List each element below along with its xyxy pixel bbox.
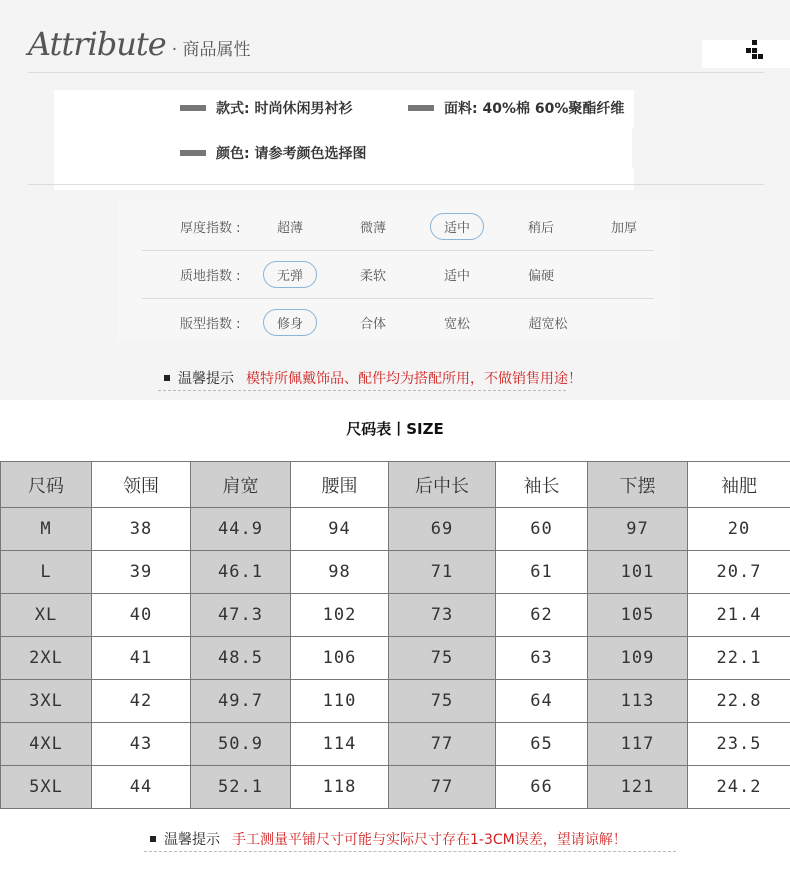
table-cell: 62 — [496, 594, 588, 637]
table-cell: 60 — [496, 508, 588, 551]
spec-color — [180, 143, 366, 163]
table-cell: 4XL — [1, 723, 92, 766]
rating-row-texture — [142, 250, 654, 298]
column-header: 后中长 — [389, 462, 496, 508]
table-cell: 48.5 — [191, 637, 291, 680]
table-cell: 44 — [92, 766, 191, 809]
divider — [28, 72, 764, 73]
table-cell: 113 — [588, 680, 688, 723]
table-cell: 114 — [291, 723, 389, 766]
table-cell: 117 — [588, 723, 688, 766]
table-cell: XL — [1, 594, 92, 637]
rating-option: 柔软 — [359, 268, 387, 284]
table-cell: 5XL — [1, 766, 92, 809]
table-cell: 21.4 — [688, 594, 790, 637]
bullet-square-icon — [164, 375, 170, 381]
table-cell: 75 — [389, 680, 496, 723]
rating-option: 超宽松 — [528, 316, 568, 332]
table-cell: 47.3 — [191, 594, 291, 637]
table-row — [1, 766, 790, 809]
table-row — [1, 723, 790, 766]
spec-style — [180, 98, 352, 118]
rating-option: 加厚 — [610, 220, 638, 236]
bullet-bar-icon — [180, 105, 206, 111]
size-table — [0, 461, 790, 809]
table-cell: 64 — [496, 680, 588, 723]
spec-fabric — [408, 98, 624, 118]
table-cell: 121 — [588, 766, 688, 809]
table-row — [1, 680, 790, 723]
table-cell: 69 — [389, 508, 496, 551]
panel-highlight — [632, 128, 790, 168]
table-cell: 22.1 — [688, 637, 790, 680]
bullet-bar-icon — [180, 150, 206, 156]
tip-model-accessories — [164, 368, 582, 388]
rating-label: 厚度指数 : — [180, 220, 241, 236]
attribute-panel — [0, 0, 790, 400]
column-header: 领围 — [92, 462, 191, 508]
rating-option: 宽松 — [443, 316, 471, 332]
table-cell: 41 — [92, 637, 191, 680]
rating-option: 偏硬 — [527, 268, 555, 284]
table-row — [1, 508, 790, 551]
table-cell: 2XL — [1, 637, 92, 680]
table-cell: 24.2 — [688, 766, 790, 809]
table-cell: 61 — [496, 551, 588, 594]
table-cell: 65 — [496, 723, 588, 766]
tip-underline — [158, 390, 566, 391]
table-cell: 66 — [496, 766, 588, 809]
table-cell: 110 — [291, 680, 389, 723]
table-cell: 22.8 — [688, 680, 790, 723]
table-cell: 77 — [389, 723, 496, 766]
rating-label: 质地指数 : — [180, 268, 241, 284]
attribute-subtitle: · 商品属性 — [171, 40, 251, 60]
table-cell: 77 — [389, 766, 496, 809]
table-cell: 97 — [588, 508, 688, 551]
spec-style-text: 款式: 时尚休闲男衬衫 — [216, 101, 353, 117]
table-cell: 118 — [291, 766, 389, 809]
rating-option-selected: 修身 — [263, 309, 317, 336]
rating-option: 稍后 — [527, 220, 555, 236]
table-cell: 50.9 — [191, 723, 291, 766]
table-row — [1, 637, 790, 680]
table-cell: 20.7 — [688, 551, 790, 594]
size-table-body — [1, 508, 790, 809]
tip-underline — [144, 851, 676, 852]
table-cell: 43 — [92, 723, 191, 766]
corner-decoration-icon — [746, 40, 764, 62]
table-cell: 20 — [688, 508, 790, 551]
table-cell: 44.9 — [191, 508, 291, 551]
table-cell: 63 — [496, 637, 588, 680]
rating-option: 适中 — [443, 268, 471, 284]
table-cell: 106 — [291, 637, 389, 680]
table-cell: 73 — [389, 594, 496, 637]
table-cell: 42 — [92, 680, 191, 723]
spec-fabric-text: 面料: 40%棉 60%聚酯纤维 — [444, 101, 625, 117]
rating-row-thickness — [142, 202, 654, 250]
table-cell: L — [1, 551, 92, 594]
divider — [28, 184, 764, 185]
rating-label: 版型指数 : — [180, 316, 241, 332]
rating-option-selected: 适中 — [430, 213, 484, 240]
rating-option: 微薄 — [359, 220, 387, 236]
table-cell: 39 — [92, 551, 191, 594]
bullet-bar-icon — [408, 105, 434, 111]
table-header-row — [1, 462, 790, 508]
table-cell: 52.1 — [191, 766, 291, 809]
tip-measurement — [150, 829, 627, 849]
column-header: 肩宽 — [191, 462, 291, 508]
tip-text: 模特所佩戴饰品、配件均为搭配所用，不做销售用途！ — [246, 371, 582, 387]
table-cell: 105 — [588, 594, 688, 637]
tip-label: 温馨提示 — [164, 832, 220, 848]
table-cell: 49.7 — [191, 680, 291, 723]
table-cell: 94 — [291, 508, 389, 551]
table-cell: M — [1, 508, 92, 551]
table-cell: 71 — [389, 551, 496, 594]
table-cell: 102 — [291, 594, 389, 637]
rating-row-fit — [142, 298, 654, 346]
table-cell: 23.5 — [688, 723, 790, 766]
table-cell: 46.1 — [191, 551, 291, 594]
table-cell: 109 — [588, 637, 688, 680]
column-header: 尺码 — [1, 462, 92, 508]
rating-option: 合体 — [359, 316, 387, 332]
table-cell: 75 — [389, 637, 496, 680]
attribute-script-title: Attribute — [28, 25, 166, 63]
table-cell: 3XL — [1, 680, 92, 723]
table-cell: 101 — [588, 551, 688, 594]
attribute-header — [28, 25, 251, 63]
bullet-square-icon — [150, 836, 156, 842]
rating-option: 超薄 — [276, 220, 304, 236]
table-cell: 98 — [291, 551, 389, 594]
column-header: 腰围 — [291, 462, 389, 508]
rating-option-selected: 无弹 — [263, 261, 317, 288]
column-header: 袖肥 — [688, 462, 790, 508]
column-header: 袖长 — [496, 462, 588, 508]
table-row — [1, 594, 790, 637]
tip-text: 手工测量平铺尺寸可能与实际尺寸存在1-3CM误差，望请谅解！ — [232, 832, 627, 848]
column-header: 下摆 — [588, 462, 688, 508]
tip-label: 温馨提示 — [178, 371, 234, 387]
spec-color-text: 颜色: 请参考颜色选择图 — [216, 146, 367, 162]
table-row — [1, 551, 790, 594]
size-table-title: 尺码表丨SIZE — [346, 420, 444, 438]
table-cell: 40 — [92, 594, 191, 637]
table-cell: 38 — [92, 508, 191, 551]
